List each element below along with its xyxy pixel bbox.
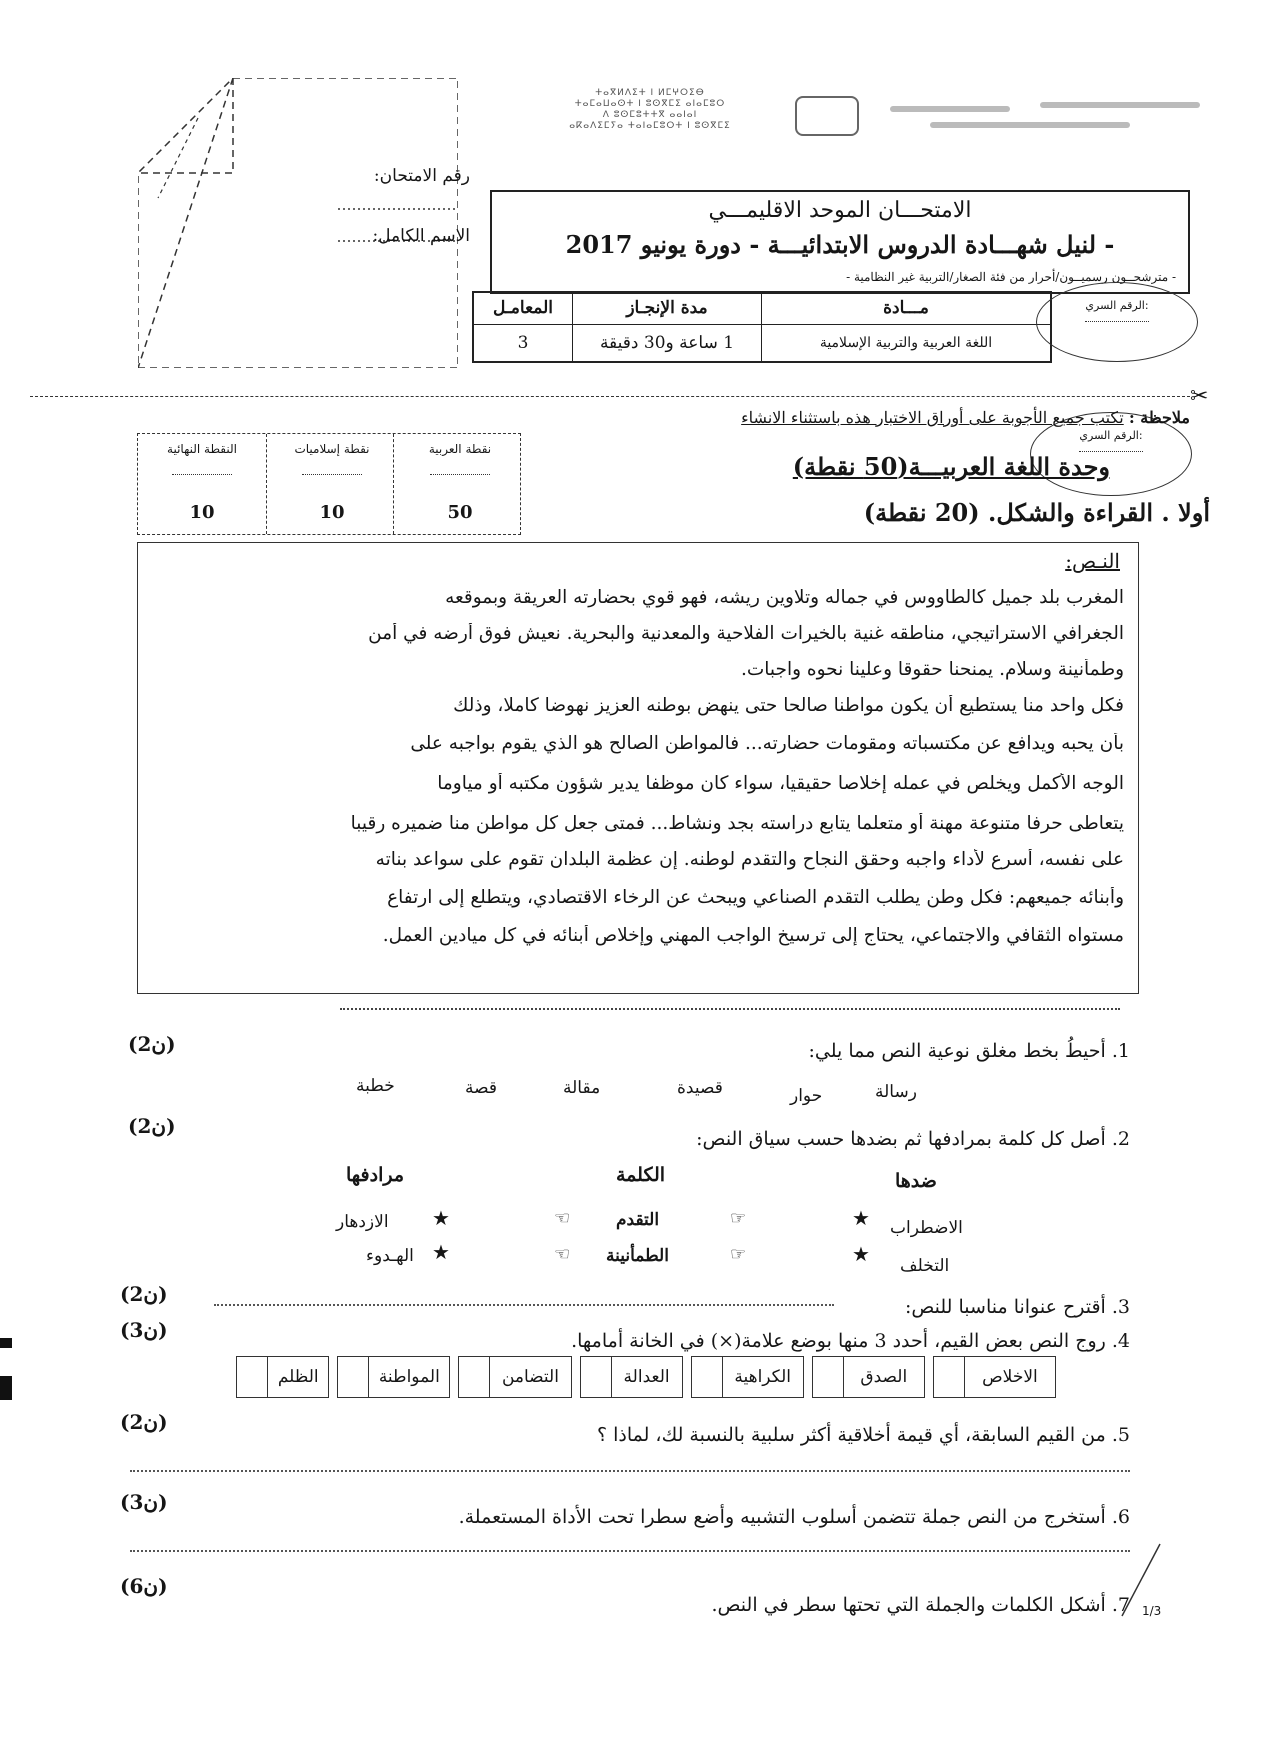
score-value-islamic: 10 [319,502,345,523]
question-7: 7. أشكل الكلمات والجملة التي تحتها سطر في النص. [711,1594,1130,1616]
key-word: التقدم [616,1210,660,1230]
passage-title: النـص: [1065,549,1120,573]
antonym-word: التخلف [900,1256,950,1276]
question-2-points: (2ن) [128,1114,176,1138]
ministry-line: ⴰⴽⴰⴷⵉⵎⵢⴰ ⵜⴰⵏⴰⵎⵓⵔⵜ ⵏ ⵓⵙⴳⵎⵉ [569,121,731,131]
question-1: 1. أحيطُ بخط مغلق نوعية النص مما يلي: [808,1040,1130,1062]
score-value-arabic: 50 [447,502,473,523]
question-4: 4. روج النص بعض القيم، أحدد 3 منها بوضع علامة(×) في الخانة أمامها. [571,1330,1130,1352]
pointing-hand-icon: ☜ [554,1208,571,1229]
question-4-points: (3ن) [120,1318,168,1342]
score-label-final: النقطة النهائية [167,442,237,456]
section-one-title: أولا . القراءة والشكل. (20 نقطة) [863,498,1210,527]
synonym-word: الازدهار [336,1212,389,1232]
value-checkbox[interactable] [691,1357,722,1398]
value-cell: الكراهية [722,1357,803,1398]
secret-number-label: الرقم السري: [1079,429,1143,442]
value-cell: الظلم [268,1357,329,1398]
q1-option[interactable]: قصة [465,1078,497,1098]
note-label: ملاحظة : [1128,408,1190,427]
full-name-label: الاسم الكامل: [372,226,470,246]
score-label-arabic: نقطة العربية [428,442,492,456]
subject-value: اللغة العربية والتربية الإسلامية [762,324,1052,362]
passage-line: يتعاطى حرفا متنوعة مهنة أو متعلما يتابع دراسته بجد ونشاط... فمتى جعل كل مواطن منا ضميره رقيبا [350,813,1124,834]
key-word: الطمأنينة [606,1246,669,1266]
exam-title: الامتحـــان الموحد الاقليمـــي [708,198,972,223]
duration-header: مدة الإنجـاز [573,292,762,324]
ministry-header [520,88,780,132]
pointing-hand-icon: ☞ [730,1208,747,1229]
passage-separator [340,1008,1120,1010]
scissors-icon: ✂ [1190,384,1209,409]
q1-option[interactable]: حوار [790,1086,823,1106]
header-smudge [870,100,1250,140]
value-checkbox[interactable] [580,1357,611,1398]
value-checkbox[interactable] [812,1357,843,1398]
question-5: 5. من القيم السابقة، أي قيمة أخلاقية أكثر سلبية بالنسبة لك، لماذا ؟ [596,1424,1130,1446]
scan-edge-bar [0,1338,12,1348]
question-5-points: (2ن) [120,1410,168,1434]
secret-number-dots [1085,321,1149,322]
value-checkbox[interactable] [933,1357,964,1398]
coefficient-value: 3 [473,324,573,362]
value-cell: العدالة [611,1357,682,1398]
question-3: 3. أقترح عنوانا مناسبا للنص: [904,1296,1130,1318]
q1-option[interactable]: مقالة [563,1078,601,1098]
star-icon[interactable]: ★ [432,1206,450,1230]
q1-option[interactable]: خطبة [356,1076,395,1096]
q1-option[interactable]: رسالة [875,1082,917,1102]
value-cell: المواطنة [369,1357,450,1398]
coefficient-header: المعامـل [473,292,573,324]
passage-line: وطمأنينة وسلام. يمنحنا حقوقا وعلينا نحوه واجبات. [741,659,1124,680]
q3-answer-line[interactable] [214,1304,834,1306]
pointing-hand-icon: ☜ [554,1244,571,1265]
score-dots [172,474,232,475]
secret-number-oval-top [1036,282,1198,362]
question-2: 2. أصل كل كلمة بمرادفها ثم بضدها حسب سياق النص: [696,1128,1130,1150]
q1-option[interactable]: قصيدة [677,1078,723,1098]
secret-number-label: الرقم السري: [1085,299,1149,312]
note [180,408,1190,427]
passage-line: مستواه الثقافي والاجتماعي، يحتاج إلى ترسيخ الواجب المهني وإخلاص أبنائه في كل ميادين العمل. [382,925,1124,946]
pointing-hand-icon: ☞ [730,1244,747,1265]
value-checkbox[interactable] [237,1357,268,1398]
passage-line: على نفسه، أسرع لأداء واجبه وحقق النجاح والتقدم لوطنه. إن عظمة البلدان تقوم على سواعد بناته [375,849,1124,870]
passage-line: المغرب بلد جميل كالطاووس في جماله وتلاوين ريشه، فهو قوي بحضارته العريقة وبموقعه [445,587,1124,608]
value-checkbox[interactable] [338,1357,369,1398]
value-checkbox[interactable] [459,1357,490,1398]
q5-answer-line[interactable] [130,1470,1130,1472]
question-3-points: (2ن) [120,1282,168,1306]
passage-line: بأن يحبه ويدافع عن مكتسباته ومقومات حضارته... فالمواطن الصالح هو الذي يقوم بواجبه على [410,733,1124,754]
synonym-word: الهـدوء [366,1246,414,1266]
star-icon[interactable]: ★ [852,1206,870,1230]
question-7-points: (6ن) [120,1574,168,1598]
value-cell: الصدق [843,1357,924,1398]
scores-divider [266,434,267,534]
passage-line: الوجه الأكمل ويخلص في عمله إخلاصا حقيقيا، سواء كان موظفا يدير شؤون مكتبه أو مياوما [437,773,1124,794]
unit-title: وحدة اللغة العربيـــة(50 نقطة) [792,452,1110,481]
question-6: 6. أستخرج من النص جملة تتضمن أسلوب التشبيه وأضع سطرا تحت الأداة المستعملة. [458,1506,1130,1528]
ministry-line: ⴷ ⵓⵙⵎⵓⵜⵜⴳ ⴰⴰⵏⴰⵏ [602,110,698,120]
emblem-icon [795,96,859,136]
scan-edge-bar [0,1376,12,1400]
score-dots [302,474,362,475]
page-number: 1/3 [1142,1604,1162,1618]
antonym-word: الاضطراب [890,1218,963,1238]
value-cell: التضامن [490,1357,571,1398]
question-1-points: (2ن) [128,1032,176,1056]
exam-title-box [490,190,1190,294]
scores-box [137,433,521,535]
passage-line: فكل واحد منا يستطيع أن يكون مواطنا صالحا حتى ينهض بوطنه العزيز نهوضا كاملا، وذلك [453,695,1124,716]
score-value-final: 10 [189,502,215,523]
star-icon[interactable]: ★ [432,1240,450,1264]
subject-table [472,291,1052,363]
star-icon[interactable]: ★ [852,1242,870,1266]
passage-line: وأبنائه جميعهم: فكل وطن يطلب التقدم الصناعي ويبحث عن الرخاء الاقتصادي، ويتطلع إلى ارتفاع [387,887,1124,908]
candidate-fold-box [138,78,458,368]
cut-line [30,396,1190,397]
exam-number-label: رقم الامتحان: [373,166,470,186]
scores-divider [393,434,394,534]
question-6-points: (3ن) [120,1490,168,1514]
exam-candidates: - مترشحــون رسميــون/أحرار من فئة الصغار/التربية غير النظامية - [846,270,1176,284]
duration-value: 1 ساعة و30 دقيقة [573,324,762,362]
passage-line: الجغرافي الاستراتيجي، مناطقه غنية بالخيرات الفلاحية والمعدنية والبحرية. نعيش فوق أرضه في أمن [368,623,1124,644]
score-dots [430,474,490,475]
passage-box [137,542,1139,994]
col-synonym-header: مرادفها [346,1164,405,1186]
q6-answer-line[interactable] [130,1550,1130,1552]
ministry-line: ⵜⴰⴳⵍⴷⵉⵜ ⵏ ⵍⵎⵖⵔⵉⴱ [595,88,705,98]
values-table [236,1356,1056,1398]
exam-subtitle: لنيل شهـــادة الدروس الابتدائيـــة - دورة يونيو 2017 - [565,230,1115,259]
note-text: تكتب جميع الأجوبة على أوراق الاختبار هذه باستثناء الانشاء [741,408,1124,427]
col-word-header: الكلمة [616,1164,666,1186]
subject-header: مـــادة [762,292,1052,324]
col-antonym-header: ضدها [895,1170,937,1192]
value-cell: الاخلاص [964,1357,1055,1398]
ministry-line: ⵜⴰⵎⴰⵡⴰⵙⵜ ⵏ ⵓⵙⴳⵎⵉ ⴰⵏⴰⵎⵓⵔ [574,99,726,109]
score-label-islamic: نقطة إسلاميات [294,442,370,456]
